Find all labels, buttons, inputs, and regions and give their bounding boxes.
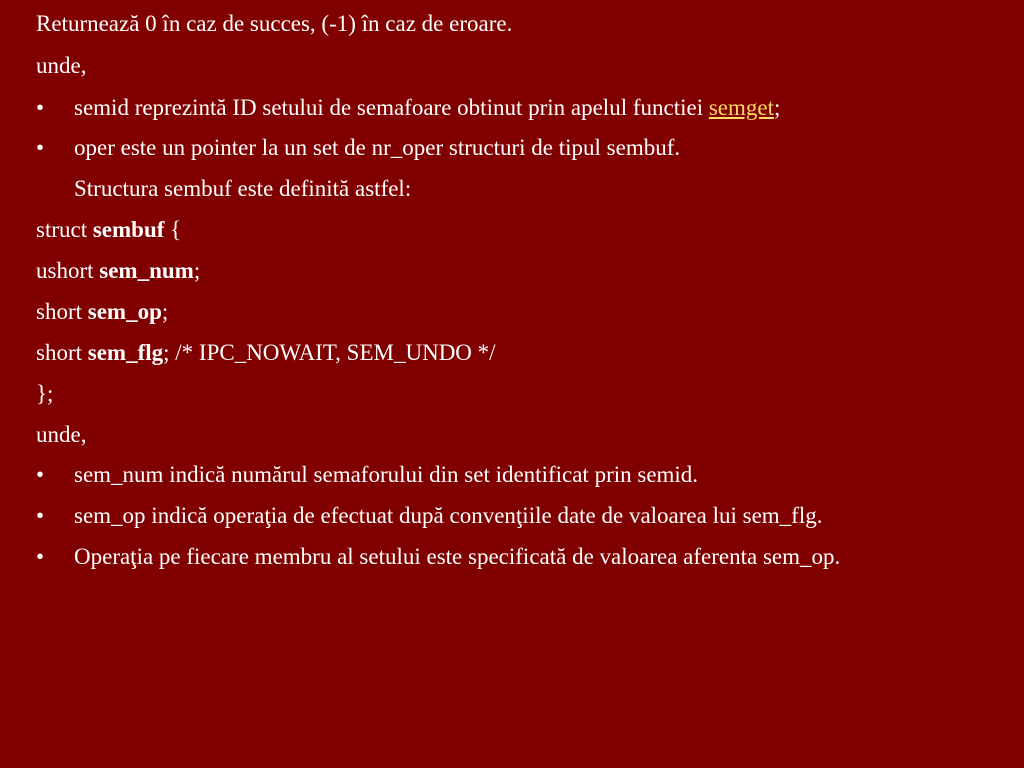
code-type-short: short [36, 340, 88, 365]
semget-link[interactable]: semget [708, 95, 774, 120]
code-type-ushort: ushort [36, 258, 100, 283]
bullet-text-semid [74, 94, 780, 122]
code-open-brace: { [164, 217, 182, 242]
bullet-icon: • [36, 95, 45, 120]
code-keyword-struct: struct [36, 217, 93, 242]
code-field-name-sem-flg: sem_flg [87, 340, 164, 365]
bullet-item-operation [36, 543, 1016, 611]
semid-description: semid reprezintă ID setului de semafoare obtinut prin apelul functiei [74, 95, 709, 120]
code-comment: ; /* IPC_NOWAIT, SEM_UNDO */ [163, 340, 496, 365]
code-struct-close [36, 380, 53, 408]
bullet-text-oper: oper este un pointer la un set de nr_oper structuri de tipul sembuf. [74, 135, 681, 160]
bullet-icon: • [36, 544, 45, 569]
struct-intro-line [74, 175, 411, 203]
code-type-short: short [36, 299, 88, 324]
code-field-sem-num [36, 257, 200, 285]
unde-text-2: unde, [36, 422, 87, 447]
bullet-item-oper [36, 134, 1016, 162]
return-value-text: Returnează 0 în caz de succes, (-1) în caz de eroare. [36, 11, 513, 36]
bullet-icon: • [36, 135, 45, 160]
code-struct-name: sembuf [92, 217, 165, 242]
bullet-item-semid [36, 94, 1016, 122]
bullet-text-sem-num: sem_num indică numărul semaforului din set identificat prin semid. [74, 462, 699, 487]
bullet-text-operation: Operaţia pe fiecare membru al setului este specificată de valoarea aferenta sem_op. [74, 544, 841, 569]
code-close-brace: }; [36, 381, 54, 406]
code-semicolon: ; [161, 299, 169, 324]
bullet-text-sem-op: sem_op indică operaţia de efectuat după convenţiile date de valoarea lui sem_flg. [74, 503, 823, 528]
bullet-icon: • [36, 462, 45, 487]
bullet-item-sem-op [36, 502, 1016, 530]
unde-line-2 [36, 421, 86, 449]
bullet-icon: • [36, 503, 45, 528]
unde-text-1: unde, [36, 53, 87, 78]
return-value-line [36, 10, 512, 38]
code-field-sem-flg [36, 339, 496, 367]
code-struct-open [36, 216, 181, 244]
semid-semicolon: ; [774, 95, 781, 120]
code-semicolon: ; [193, 258, 201, 283]
code-field-name-sem-op: sem_op [87, 299, 162, 324]
code-field-sem-op [36, 298, 168, 326]
unde-line-1 [36, 52, 86, 80]
struct-intro-text: Structura sembuf este definită astfel: [74, 176, 412, 201]
bullet-item-sem-num [36, 461, 1016, 489]
code-field-name-sem-num: sem_num [99, 258, 194, 283]
